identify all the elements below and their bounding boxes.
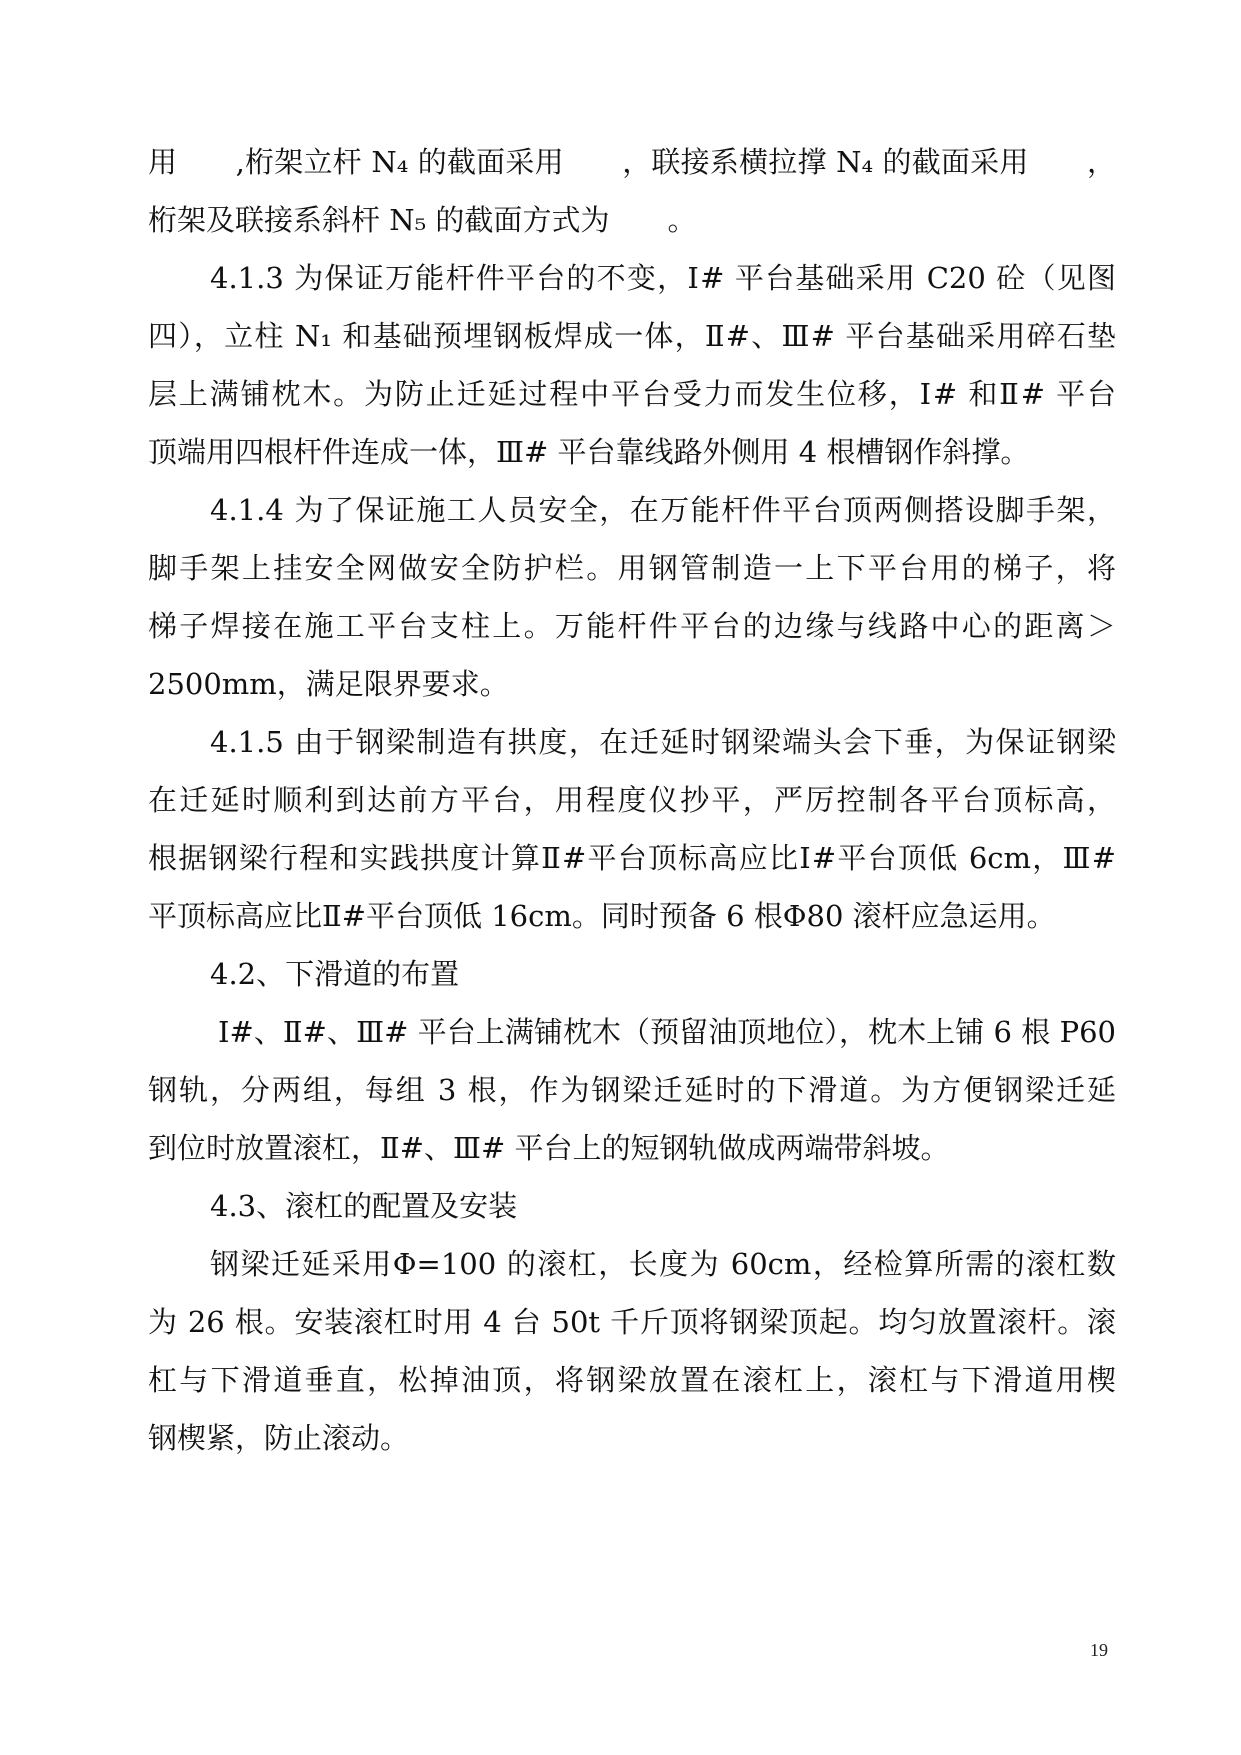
text-line-3: 4.1.3 为保证万能杆件平台的不变，Ⅰ# 平台基础采用 C20 砼（见图 [210, 261, 1116, 295]
text-line-11: 4.1.5 由于钢梁制造有拱度，在迁延时钢梁端头会下垂，为保证钢梁 [210, 725, 1116, 759]
text-line-9: 梯子焊接在施工平台支柱上。万能杆件平台的边缘与线路中心的距离＞ [148, 609, 1116, 643]
text-line-17: 钢轨，分两组，每组 3 根，作为钢梁迁延时的下滑道。为方便钢梁迁延 [148, 1073, 1116, 1107]
text-line-4: 四），立柱 N₁ 和基础预埋钢板焊成一体，Ⅱ#、Ⅲ# 平台基础采用碎石垫 [148, 319, 1116, 353]
section-heading-4-3: 4.3、滚杠的配置及安装 [210, 1189, 518, 1223]
section-heading-4-2: 4.2、下滑道的布置 [210, 957, 460, 991]
text-line-22: 杠与下滑道垂直，松掉油顶，将钢梁放置在滚杠上，滚杠与下滑道用楔 [148, 1363, 1116, 1397]
text-line-18: 到位时放置滚杠，Ⅱ#、Ⅲ# 平台上的短钢轨做成两端带斜坡。 [148, 1131, 950, 1165]
text-line-23: 钢楔紧，防止滚动。 [148, 1421, 410, 1455]
text-line-16: Ⅰ#、Ⅱ#、Ⅲ# 平台上满铺枕木（预留油顶地位），枕木上铺 6 根 P60 [218, 1015, 1116, 1049]
text-line-13: 根据钢梁行程和实践拱度计算Ⅱ#平台顶标高应比Ⅰ#平台顶低 6cm，Ⅲ# [148, 841, 1116, 875]
text-line-10: 2500mm，满足限界要求。 [148, 667, 509, 701]
text-line-21: 为 26 根。安装滚杠时用 4 台 50t 千斤顶将钢梁顶起。均匀放置滚杆。滚 [148, 1305, 1116, 1339]
text-line-12: 在迁延时顺利到达前方平台，用程度仪抄平，严厉控制各平台顶标高， [148, 783, 1116, 817]
text-line-14: 平顶标高应比Ⅱ#平台顶低 16cm。同时预备 6 根Φ80 滚杆应急运用。 [148, 899, 1056, 933]
text-line-7: 4.1.4 为了保证施工人员安全，在万能杆件平台顶两侧搭设脚手架， [210, 493, 1116, 527]
text-line-5: 层上满铺枕木。为防止迁延过程中平台受力而发生位移，Ⅰ# 和Ⅱ# 平台 [148, 377, 1116, 411]
text-line-6: 顶端用四根杆件连成一体，Ⅲ# 平台靠线路外侧用 4 根槽钢作斜撑。 [148, 435, 1030, 469]
text-line-2: 桁架及联接系斜杆 N₅ 的截面方式为 。 [148, 203, 697, 237]
text-line-20: 钢梁迁延采用Φ=100 的滚杠，长度为 60cm，经检算所需的滚杠数 [210, 1247, 1116, 1281]
page-number: 19 [1090, 1640, 1108, 1660]
text-line-1: 用 ,桁架立杆 N₄ 的截面采用 ，联接系横拉撑 N₄ 的截面采用 ， [148, 145, 1116, 179]
text-line-8: 脚手架上挂安全网做安全防护栏。用钢管制造一上下平台用的梯子，将 [148, 551, 1116, 585]
